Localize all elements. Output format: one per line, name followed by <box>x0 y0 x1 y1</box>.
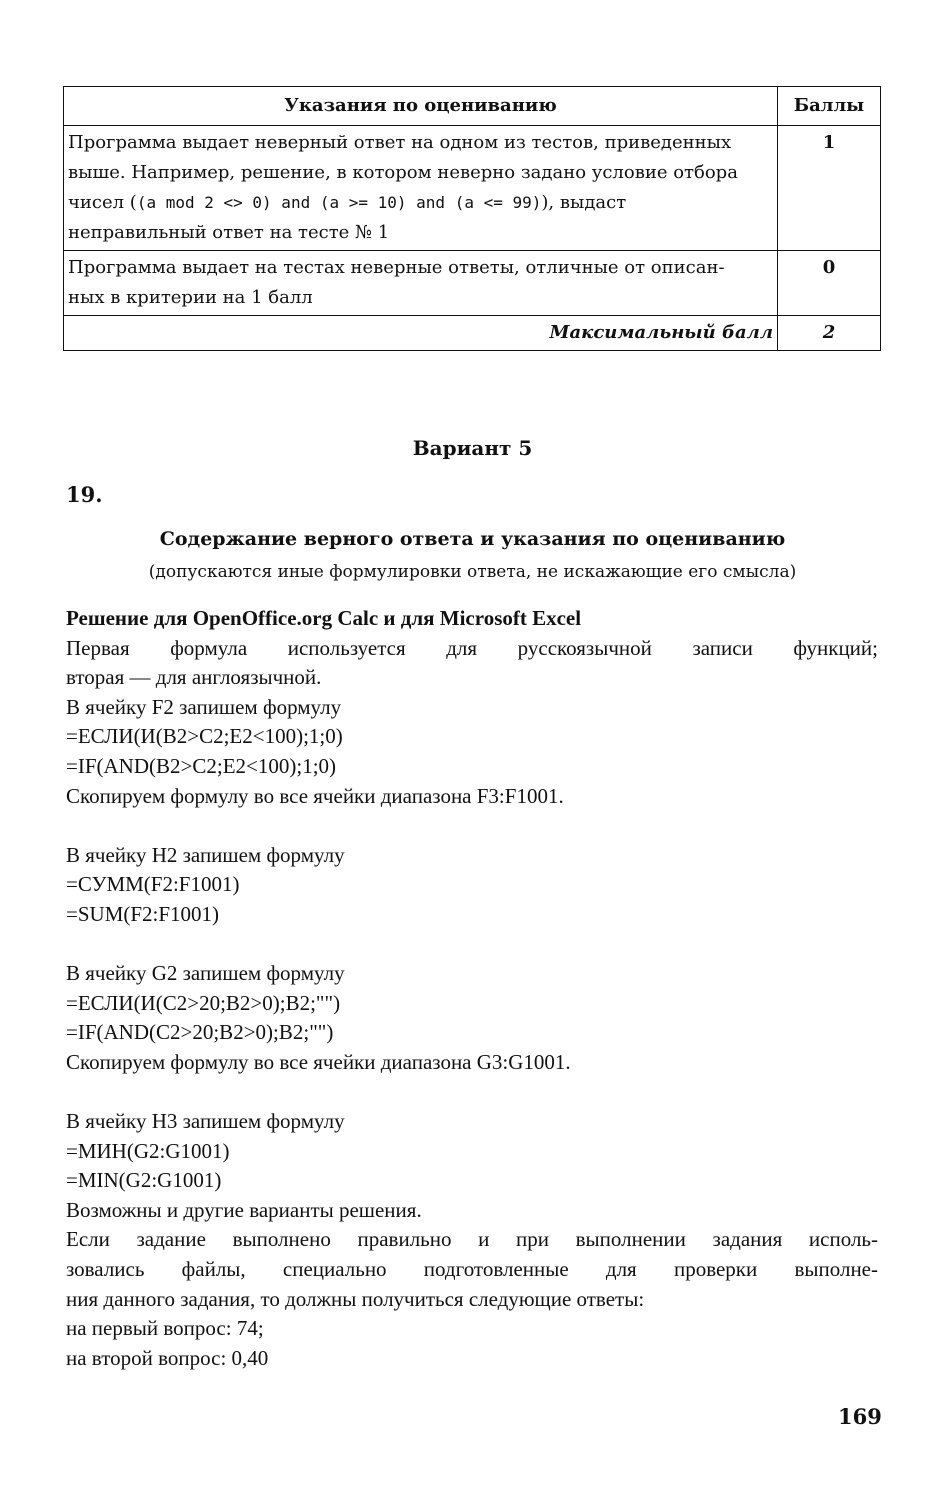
table-max-row <box>64 316 881 351</box>
note-line: Если задание выполнено правильно и при выполнении задания исполь- <box>66 1227 878 1252</box>
task-number: 19. <box>66 482 103 507</box>
other-solutions: Возможны и другие варианты решения. <box>66 1197 422 1222</box>
criteria-cell <box>64 126 778 251</box>
h3-intro: В ячейку H3 запишем формулу <box>66 1109 345 1134</box>
criteria-cell <box>64 251 778 316</box>
max-score-value: 2 <box>778 316 881 351</box>
table-header-row <box>64 87 881 126</box>
formula-en: =IF(AND(C2>20;B2>0);B2;"") <box>66 1020 334 1045</box>
table-row <box>64 126 881 251</box>
table-row <box>64 251 881 316</box>
criteria-text: Программа выдает на тестах неверные ответы, отличные от описан- <box>68 257 725 278</box>
h2-intro: В ячейку H2 запишем формулу <box>66 842 345 867</box>
solution-title: Решение для OpenOffice.org Calc и для Microsoft Excel <box>66 606 582 630</box>
note-line: ния данного задания, то должны получиться следующие ответы: <box>66 1286 645 1311</box>
spacer <box>66 811 878 841</box>
spacer <box>66 930 878 960</box>
code-condition: (a mod 2 <> 0) and (a >= 10) and (a <= 99) <box>136 193 542 212</box>
formula-ru: =ЕСЛИ(И(B2>C2;E2<100);1;0) <box>66 724 343 749</box>
intro-line: вторая — для англоязычной. <box>66 665 322 690</box>
formula-ru: =ЕСЛИ(И(C2>20;B2>0);B2;"") <box>66 990 341 1015</box>
max-score-label: Максимальный балл <box>64 316 778 351</box>
header-criteria: Указания по оцениванию <box>64 87 778 126</box>
answer-subheading: (допускаются иные формулировки ответа, не искажающие его смысла) <box>148 562 797 582</box>
solution-text <box>66 604 878 1373</box>
answer-first: на первый вопрос: 74; <box>66 1316 264 1341</box>
criteria-text: ных в критерии на 1 балл <box>68 287 313 308</box>
answer-second: на второй вопрос: 0,40 <box>66 1345 269 1370</box>
formula-en: =SUM(F2:F1001) <box>66 901 220 926</box>
copy-instruction: Скопируем формулу во все ячейки диапазона G3:G1001. <box>66 1049 571 1074</box>
points-cell: 1 <box>778 126 881 251</box>
intro-line: Первая формула используется для русскоязычной записи функций; <box>66 635 878 660</box>
g2-intro: В ячейку G2 запишем формулу <box>66 961 345 986</box>
criteria-text: выше. Например, решение, в котором неверно задано условие отбора <box>68 162 738 183</box>
variant-title: Вариант 5 <box>412 436 533 460</box>
header-points: Баллы <box>778 87 881 126</box>
formula-en: =MIN(G2:G1001) <box>66 1168 222 1193</box>
criteria-text: неправильный ответ на тесте № 1 <box>68 222 390 243</box>
criteria-text: Программа выдает неверный ответ на одном из тестов, приведенных <box>68 132 732 153</box>
criteria-text: ), выдаст <box>541 192 627 213</box>
formula-ru: =СУММ(F2:F1001) <box>66 872 240 897</box>
note-line: зовались файлы, специально подготовленные для проверки выполне- <box>66 1257 878 1282</box>
spacer <box>66 1078 878 1108</box>
points-cell: 0 <box>778 251 881 316</box>
formula-ru: =МИН(G2:G1001) <box>66 1138 230 1163</box>
answer-heading: Содержание верного ответа и указания по оцениванию <box>159 528 786 550</box>
f2-intro: В ячейку F2 запишем формулу <box>66 694 342 719</box>
criteria-text: чисел ( <box>68 192 137 213</box>
grading-table <box>63 86 881 351</box>
copy-instruction: Скопируем формулу во все ячейки диапазона F3:F1001. <box>66 783 564 808</box>
page-number: 169 <box>838 1404 882 1429</box>
formula-en: =IF(AND(B2>C2;E2<100);1;0) <box>66 753 337 778</box>
